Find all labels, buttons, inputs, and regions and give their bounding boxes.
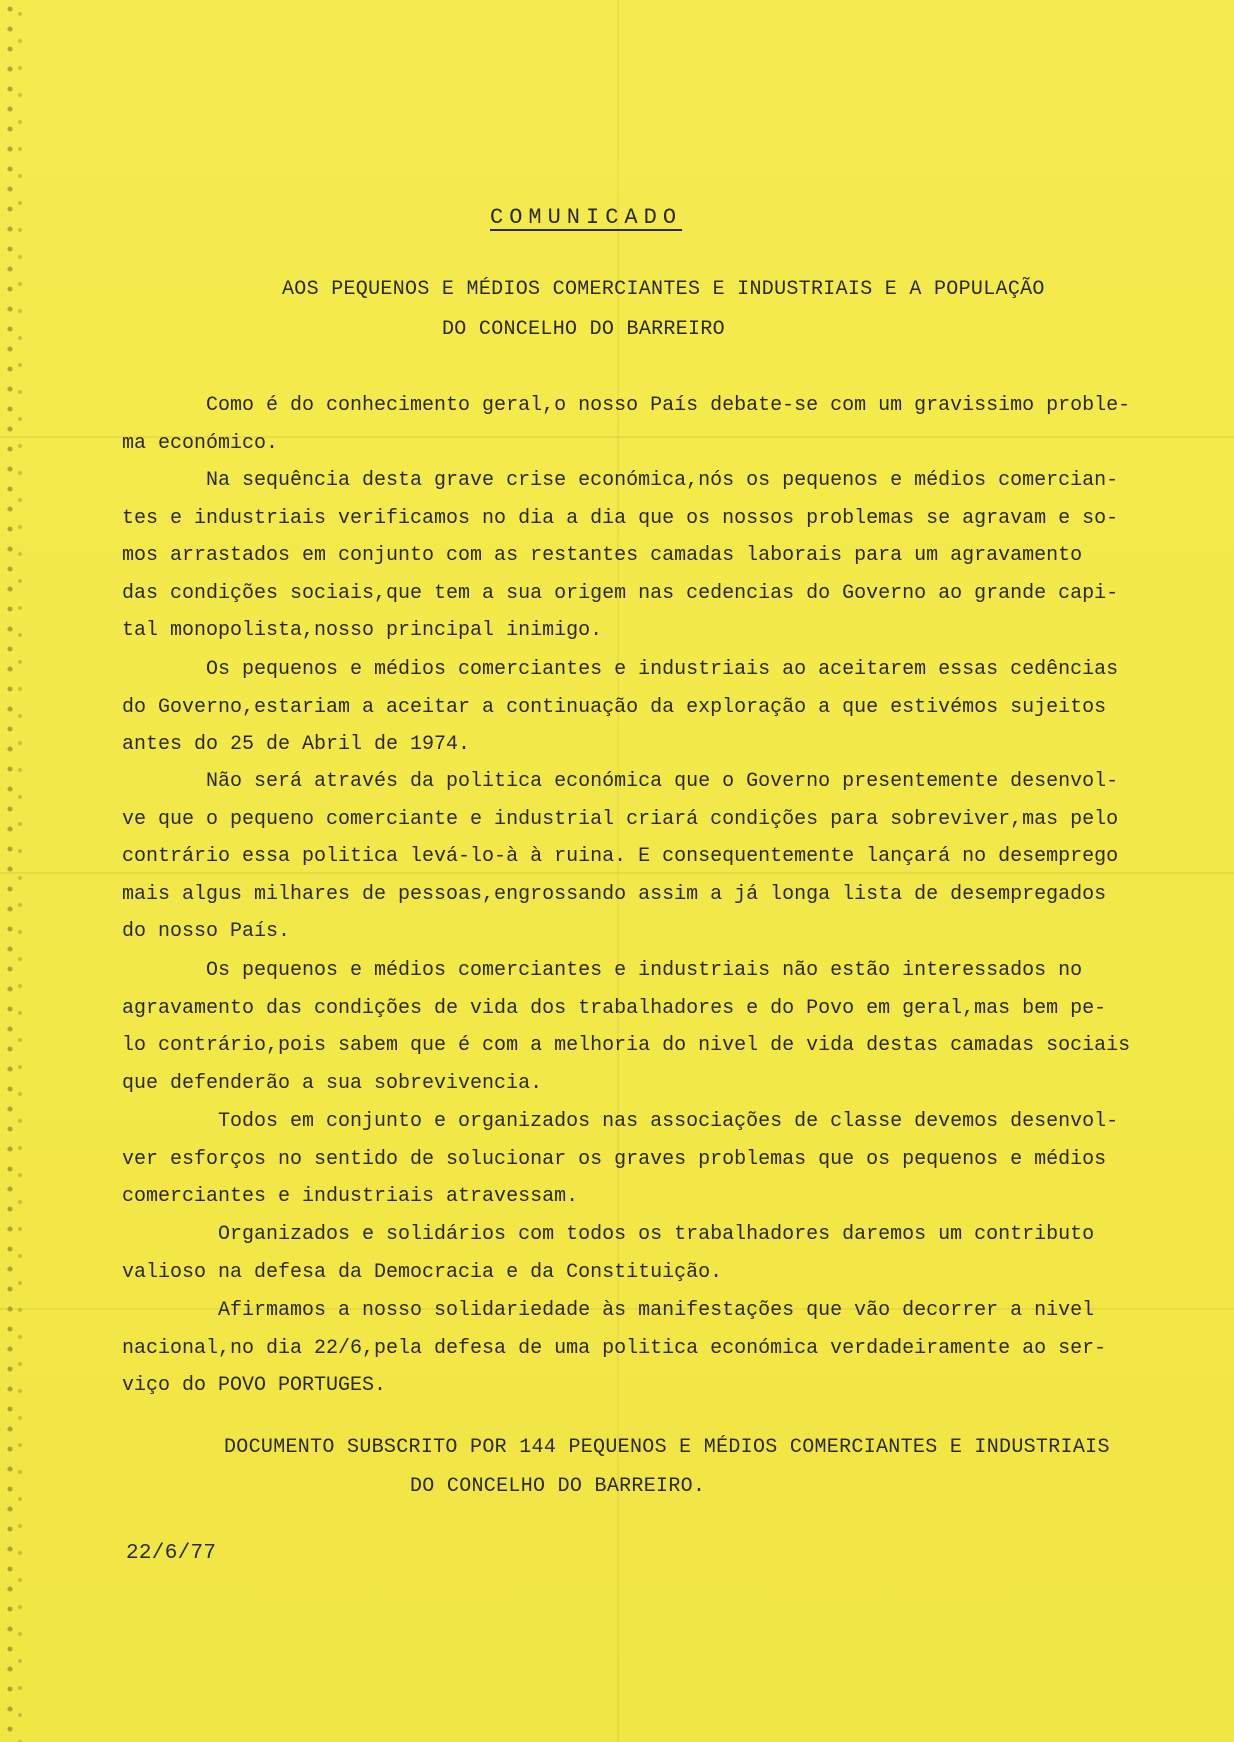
paragraph-4	[122, 763, 1177, 951]
subtitle-line-1: AOS PEQUENOS E MÉDIOS COMERCIANTES E INDUSTRIAIS E A POPULAÇÃO	[282, 278, 1045, 301]
paragraph-7	[122, 1216, 1177, 1291]
text-line: ma económico.	[122, 431, 279, 455]
text-line: do nosso País.	[122, 920, 291, 944]
document-title: COMUNICADO	[490, 205, 683, 230]
text-line: do Governo,estariam a aceitar a continuação da exploração a que estivémos sujeitos	[122, 695, 1107, 719]
subtitle-line-2: DO CONCELHO DO BARREIRO	[442, 318, 725, 341]
text-line: Os pequenos e médios comerciantes e industriais ao aceitarem essas cedências	[122, 658, 1119, 681]
paragraph-2	[122, 462, 1177, 650]
text-line: viço do POVO PORTUGES.	[122, 1374, 387, 1398]
text-line: comerciantes e industriais atravessam.	[122, 1185, 579, 1209]
text-line: das condições sociais,que tem a sua origem nas cedencias do Governo ao grande capi-	[122, 581, 1119, 605]
text-line: Não será através da politica económica que o Governo presentemente desenvol-	[122, 770, 1119, 793]
text-line: nacional,no dia 22/6,pela defesa de uma politica económica verdadeiramente ao ser-	[122, 1336, 1107, 1360]
paragraph-5	[122, 952, 1177, 1102]
paragraph-8	[122, 1292, 1177, 1405]
text-line: ver esforços no sentido de solucionar os graves problemas que os pequenos e médios	[122, 1147, 1107, 1171]
document-date: 22/6/77	[126, 1542, 217, 1565]
text-line: lo contrário,pois sabem que é com a melhoria do nivel de vida destas camadas sociais	[122, 1034, 1131, 1058]
text-line: tal monopolista,nosso principal inimigo.	[122, 619, 603, 643]
paragraph-6	[122, 1103, 1177, 1216]
text-line: Organizados e solidários com todos os trabalhadores daremos um contributo	[122, 1223, 1095, 1246]
signature-line-2: DO CONCELHO DO BARREIRO.	[410, 1475, 706, 1498]
text-line: mais algus milhares de pessoas,engrossando assim a já longa lista de desempregados	[122, 882, 1107, 906]
perforated-edge	[0, 0, 34, 1742]
signature-line-1: DOCUMENTO SUBSCRITO POR 144 PEQUENOS E MÉDIOS COMERCIANTES E INDUSTRIAIS	[224, 1436, 1110, 1459]
text-line: agravamento das condições de vida dos trabalhadores e do Povo em geral,mas bem pe-	[122, 996, 1107, 1020]
text-line: tes e industriais verificamos no dia a dia que os nossos problemas se agravam e so-	[122, 506, 1119, 530]
text-line: que defenderão a sua sobrevivencia.	[122, 1071, 543, 1095]
text-line: Como é do conhecimento geral,o nosso País debate-se com um gravissimo proble-	[122, 394, 1131, 417]
text-line: antes do 25 de Abril de 1974.	[122, 733, 471, 757]
text-line: Afirmamos a nosso solidariedade às manifestações que vão decorrer a nivel	[122, 1299, 1095, 1322]
text-line: ve que o pequeno comerciante e industrial criará condições para sobreviver,mas pelo	[122, 807, 1119, 831]
text-line: Todos em conjunto e organizados nas associações de classe devemos desenvol-	[122, 1110, 1119, 1133]
text-line: valioso na defesa da Democracia e da Constituição.	[122, 1260, 723, 1284]
text-line: Na sequência desta grave crise económica,nós os pequenos e médios comercian-	[122, 469, 1119, 492]
text-line: mos arrastados em conjunto com as restantes camadas laborais para um agravamento	[122, 544, 1083, 568]
text-line: Os pequenos e médios comerciantes e industriais não estão interessados no	[122, 959, 1083, 982]
text-line: contrário essa politica levá-lo-à à ruina. E consequentemente lançará no desemprego	[122, 845, 1119, 869]
paragraph-3	[122, 651, 1177, 764]
paragraph-1	[122, 387, 1177, 462]
